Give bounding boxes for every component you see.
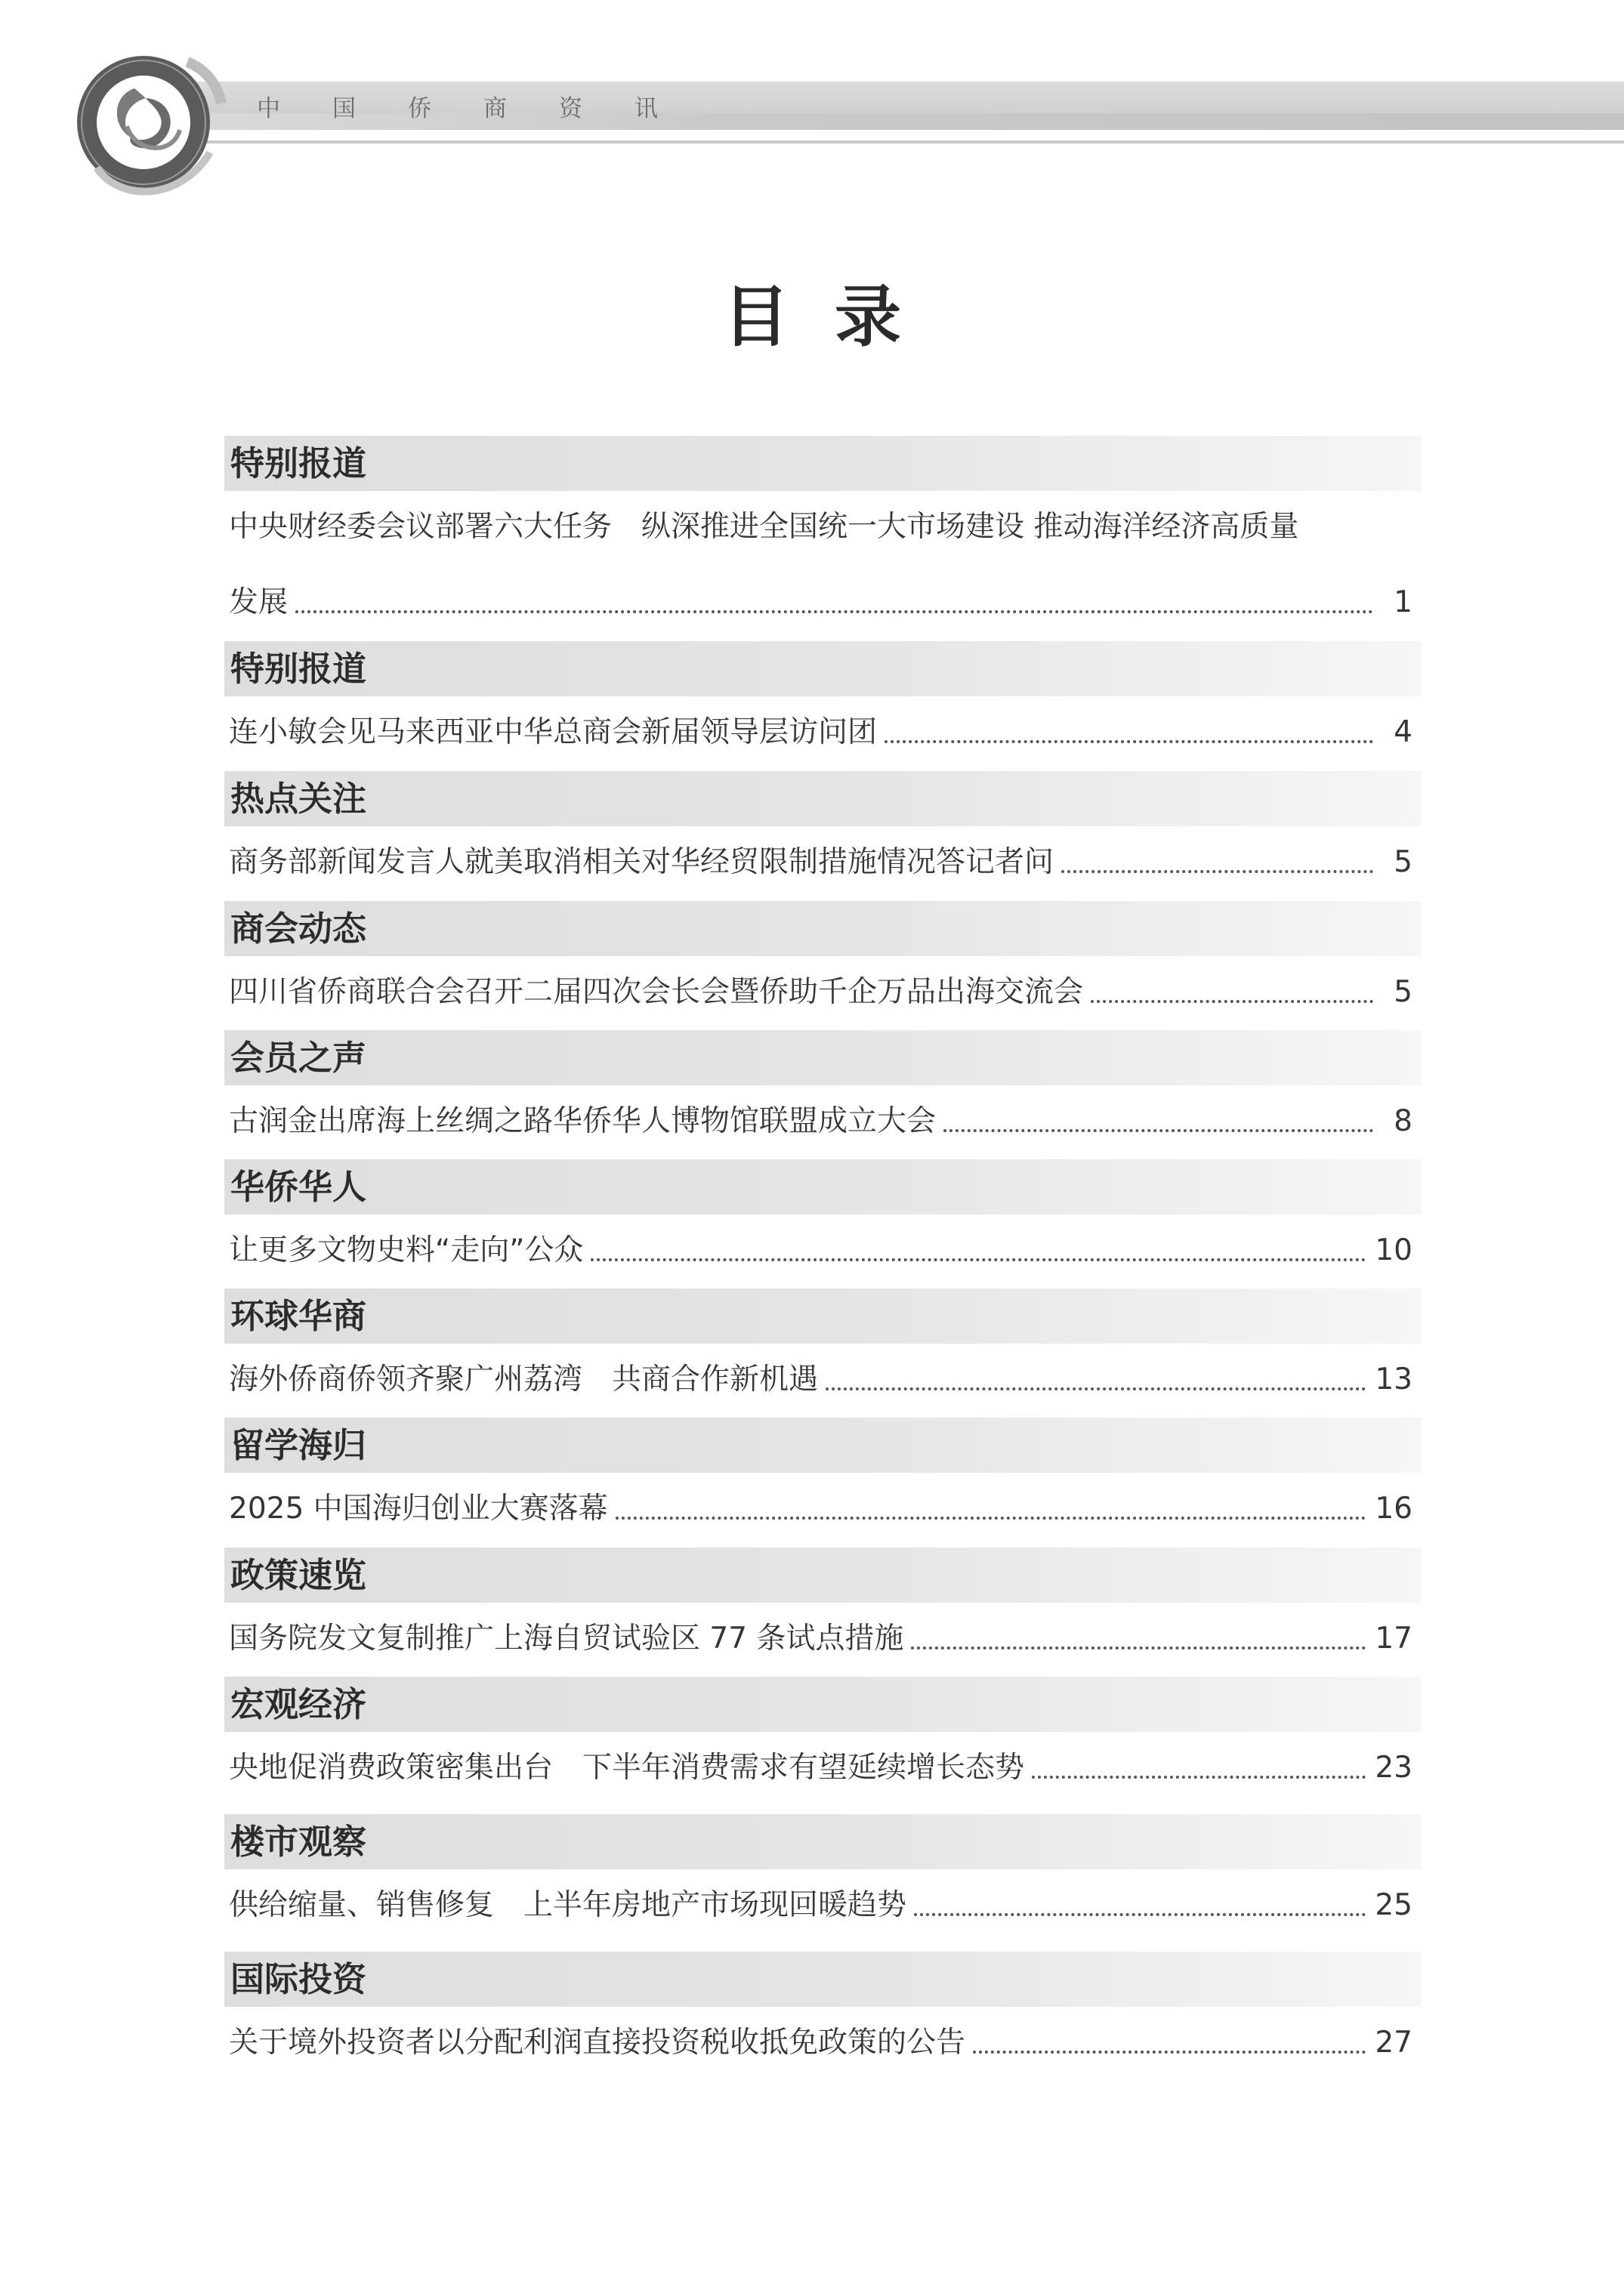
toc-entry[interactable] — [229, 580, 1413, 625]
toc-entry[interactable] — [229, 1486, 1413, 1532]
section-label: 政策速览 — [230, 1555, 367, 1595]
section-label: 华侨华人 — [230, 1167, 367, 1207]
dot-leader — [1091, 1000, 1373, 1003]
toc-entry-page: 17 — [1375, 1622, 1413, 1656]
dot-leader — [826, 1387, 1366, 1390]
publication-char: 资 — [559, 95, 582, 122]
toc-entry-page: 5 — [1394, 845, 1413, 879]
toc-entry-title: 海外侨商侨领齐聚广州荔湾 共商合作新机遇 — [229, 1363, 819, 1396]
toc-entry[interactable] — [229, 1883, 1413, 1928]
section-label: 留学海归 — [230, 1425, 367, 1465]
section-header-bar — [224, 1418, 1422, 1473]
dot-leader — [1061, 870, 1373, 873]
publication-char: 国 — [332, 95, 356, 122]
dot-leader — [943, 1129, 1373, 1132]
toc-entry-page: 13 — [1375, 1363, 1413, 1396]
toc-entry-title: 关于境外投资者以分配利润直接投资税收抵免政策的公告 — [229, 2026, 966, 2060]
toc-entry[interactable] — [229, 1099, 1413, 1144]
publication-char: 商 — [483, 95, 507, 122]
toc-entry-title: 让更多文物史料“走向”公众 — [229, 1233, 584, 1267]
toc-entry[interactable] — [229, 1357, 1413, 1403]
section-header-bar — [224, 1030, 1422, 1085]
section-label: 商会动态 — [230, 909, 367, 949]
dot-leader — [616, 1517, 1366, 1520]
section-label: 热点关注 — [230, 779, 367, 819]
section-label: 特别报道 — [230, 649, 367, 689]
toc-entry-page: 1 — [1394, 585, 1413, 619]
toc-entry-title: 国务院发文复制推广上海自贸试验区 77 条试点措施 — [229, 1622, 904, 1656]
dot-leader — [914, 1913, 1366, 1916]
toc-entry-title: 商务部新闻发言人就美取消相关对华经贸限制措施情况答记者问 — [229, 845, 1054, 879]
toc-entry-page: 27 — [1375, 2026, 1413, 2060]
section-label: 宏观经济 — [230, 1684, 367, 1724]
toc-entry-page: 8 — [1394, 1104, 1413, 1138]
section-header-bar — [224, 901, 1422, 956]
toc-entry[interactable] — [229, 970, 1413, 1015]
dot-leader — [973, 2051, 1366, 2054]
section-header-bar — [224, 436, 1422, 491]
section-header-bar — [224, 1677, 1422, 1732]
section-label: 会员之声 — [230, 1038, 367, 1078]
dot-leader — [591, 1258, 1366, 1261]
toc-entry[interactable] — [229, 1228, 1413, 1273]
section-label: 楼市观察 — [230, 1822, 367, 1862]
toc-entry-title: 央地促消费政策密集出台 下半年消费需求有望延续增长态势 — [229, 1751, 1025, 1785]
section-header-bar — [224, 641, 1422, 696]
section-header-bar — [224, 1288, 1422, 1344]
toc-entry-page: 25 — [1375, 1888, 1413, 1922]
toc-entry-title: 连小敏会见马来西亚中华总商会新届领导层访问团 — [229, 715, 878, 749]
toc-entry[interactable] — [229, 840, 1413, 885]
publication-char: 讯 — [634, 95, 658, 122]
section-header-bar — [224, 1159, 1422, 1214]
section-header-bar — [224, 1814, 1422, 1869]
page-title: 目录 — [722, 278, 946, 356]
section-header-bar — [224, 1548, 1422, 1603]
publication-char: 中 — [257, 95, 280, 122]
toc-entry-page: 16 — [1375, 1492, 1413, 1526]
toc-entry-title: 发展 — [229, 585, 289, 619]
section-label: 国际投资 — [230, 1959, 367, 1999]
dot-leader — [1032, 1776, 1366, 1779]
toc-entry[interactable] — [229, 1745, 1413, 1791]
toc-entry-page: 10 — [1375, 1233, 1413, 1267]
toc-entry-page: 5 — [1394, 975, 1413, 1009]
toc-entry-title: 2025 中国海归创业大赛落幕 — [229, 1492, 608, 1526]
toc-entry[interactable] — [229, 710, 1413, 755]
section-header-bar — [224, 1952, 1422, 2007]
publication-char: 侨 — [408, 95, 431, 122]
toc-entry-title: 古润金出席海上丝绸之路华侨华人博物馆联盟成立大会 — [229, 1104, 937, 1138]
toc-entry-line1[interactable]: 中央财经委会议部署六大任务 纵深推进全国统一大市场建设 推动海洋经济高质量 — [229, 510, 1299, 544]
toc-entry-title: 四川省侨商联合会召开二届四次会长会暨侨助千企万品出海交流会 — [229, 975, 1084, 1009]
section-header-bar — [224, 771, 1422, 826]
toc-entry-title: 供给缩量、销售修复 上半年房地产市场现回暖趋势 — [229, 1888, 907, 1922]
dot-leader — [885, 740, 1373, 743]
section-label: 环球华商 — [230, 1296, 367, 1336]
toc-entry[interactable] — [229, 2020, 1413, 2066]
toc-entry[interactable] — [229, 1616, 1413, 1662]
toc-entry-page: 23 — [1375, 1751, 1413, 1785]
dot-leader — [295, 610, 1373, 613]
section-label: 特别报道 — [230, 443, 367, 483]
dot-leader — [911, 1646, 1366, 1650]
toc-entry-page: 4 — [1394, 715, 1413, 749]
